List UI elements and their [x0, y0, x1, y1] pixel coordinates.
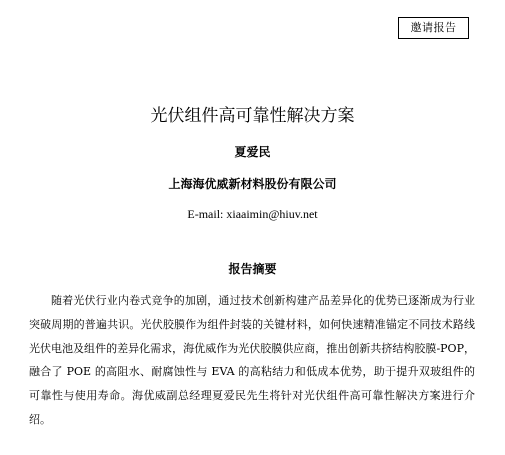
abstract-heading: 报告摘要 — [228, 262, 277, 276]
author-affiliation: 上海海优威新材料股份有限公司 — [168, 177, 337, 191]
paper-title: 光伏组件高可靠性解决方案 — [150, 106, 355, 126]
author-name: 夏爱民 — [234, 145, 271, 159]
abstract-body: 随着光伏行业内卷式竞争的加剧，通过技术创新构建产品差异化的优势已逐渐成为行业突破周期的普遍共识。光伏胶膜作为组件封装的关键材料，如何快速精准锚定不同技术路线光伏电池及组件的差异化需求，海优威作为光伏胶膜供应商，推出创新共挤结构胶膜-POP，融合了 POE 的高阻水、耐腐蚀性与 EVA 的高粘结力和低成本优势，助于提升双玻组件的可靠性与使用寿命。海优威副总经理夏爱民先生将针对光伏组件高可靠性解决方案进行介绍。 — [29, 294, 475, 426]
author-email: E-mail: xiaaimin@hiuv.net — [187, 207, 318, 221]
invited-report-badge: 邀请报告 — [398, 17, 469, 39]
